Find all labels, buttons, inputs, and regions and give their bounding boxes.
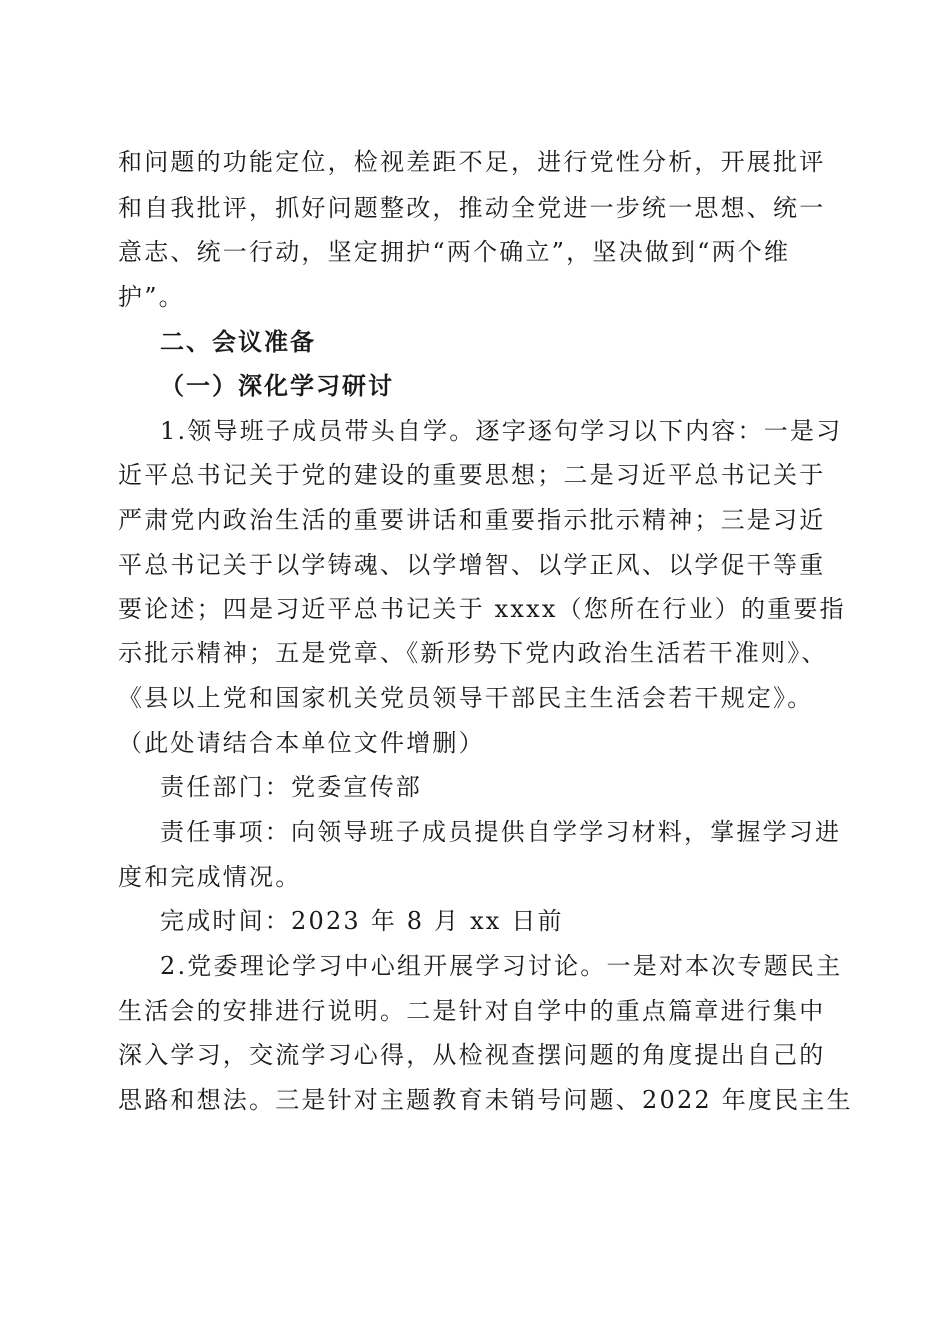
body-text-line: 度和完成情况。 <box>118 863 302 891</box>
body-text-line: 要论述；四是习近平总书记关于 xxxx（您所在行业）的重要指 <box>118 595 846 623</box>
subsection-heading: （一）深化学习研讨 <box>160 372 394 400</box>
body-text-line: 和问题的功能定位，检视差距不足，进行党性分析，开展批评 <box>118 148 826 176</box>
body-text-line: 和自我批评，抓好问题整改，推动全党进一步统一思想、统一 <box>118 194 826 222</box>
body-text-line: 护”。 <box>118 283 185 311</box>
body-text-line: 近平总书记关于党的建设的重要思想；二是习近平总书记关于 <box>118 461 826 489</box>
body-text-line: 2.党委理论学习中心组开展学习讨论。一是对本次专题民主 <box>160 952 843 980</box>
body-text-line: 1.领导班子成员带头自学。逐字逐句学习以下内容：一是习 <box>160 417 843 445</box>
body-text-line: 示批示精神；五是党章、《新形势下党内政治生活若干准则》、 <box>118 639 828 667</box>
section-heading: 二、会议准备 <box>160 328 316 356</box>
responsible-department: 责任部门：党委宣传部 <box>160 773 422 801</box>
body-text-line: 生活会的安排进行说明。二是针对自学中的重点篇章进行集中 <box>118 997 826 1025</box>
body-text-line: 意志、统一行动，坚定拥护“两个确立”，坚决做到“两个维 <box>118 238 791 266</box>
body-text-line: 《县以上党和国家机关党员领导干部民主生活会若干规定》。 <box>118 684 814 712</box>
body-text-line: 严肃党内政治生活的重要讲话和重要指示批示精神；三是习近 <box>118 506 826 534</box>
responsible-matters: 责任事项：向领导班子成员提供自学学习材料，掌握学习进 <box>160 818 842 846</box>
body-text-line: 思路和想法。三是针对主题教育未销号问题、2022 年度民主生 <box>118 1086 853 1114</box>
body-text-line: （此处请结合本单位文件增删） <box>118 729 485 757</box>
body-text-line: 平总书记关于以学铸魂、以学增智、以学正风、以学促干等重 <box>118 551 826 579</box>
completion-time: 完成时间：2023 年 8 月 xx 日前 <box>160 907 564 935</box>
body-text-line: 深入学习，交流学习心得，从检视查摆问题的角度提出自己的 <box>118 1041 826 1069</box>
